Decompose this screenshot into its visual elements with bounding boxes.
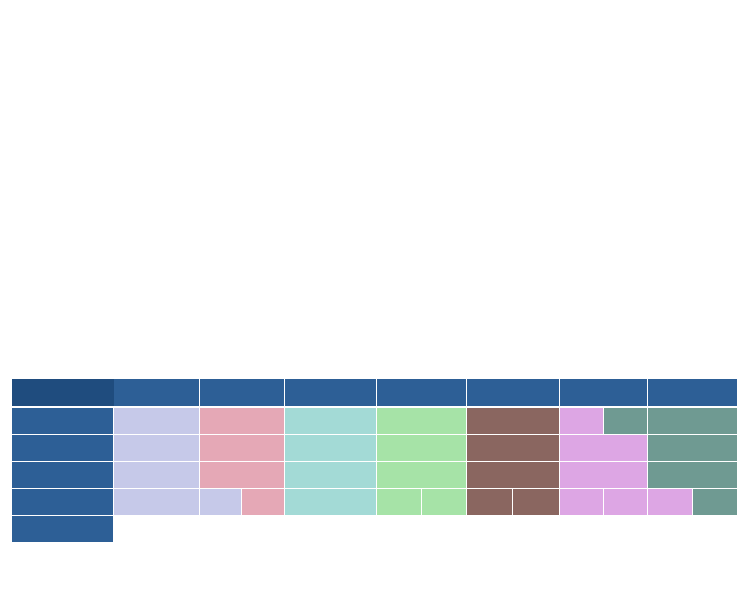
weight-col-header: [560, 379, 647, 406]
size-cell: [200, 489, 241, 515]
size-cell: [377, 489, 421, 515]
size-legend: [0, 555, 300, 595]
size-cell: [377, 462, 466, 488]
height-row-header: [12, 462, 113, 488]
height-row-header: [12, 408, 113, 434]
size-cell: [467, 408, 559, 434]
height-row-header: [12, 435, 113, 461]
size-cell: [285, 462, 376, 488]
size-cell: [114, 462, 199, 488]
grid-corner: [12, 379, 114, 406]
height-row-header: [12, 489, 113, 515]
size-cell: [513, 489, 559, 515]
size-cell: [285, 408, 376, 434]
waist-mapping-table: [316, 552, 712, 586]
size-cell: [560, 408, 603, 434]
size-cell: [604, 408, 647, 434]
size-cell: [377, 435, 466, 461]
weight-col-header: [114, 379, 199, 406]
size-cell: [377, 408, 466, 434]
weight-col-header: [467, 379, 559, 406]
size-cell: [560, 435, 647, 461]
size-cell: [422, 489, 466, 515]
height-row-header: [12, 516, 113, 542]
size-cell: [648, 408, 737, 434]
weight-col-header: [377, 379, 466, 406]
size-cell: [604, 489, 647, 515]
size-cell: [467, 462, 559, 488]
size-cell: [200, 408, 284, 434]
size-cell: [242, 489, 284, 515]
size-cell: [560, 489, 603, 515]
size-cell: [114, 408, 199, 434]
size-grid: [12, 379, 750, 543]
size-cell: [114, 489, 199, 515]
size-cell: [560, 462, 647, 488]
size-cell: [467, 489, 512, 515]
size-cell: [467, 435, 559, 461]
size-cell: [648, 435, 737, 461]
size-cell: [114, 435, 199, 461]
size-cell: [285, 435, 376, 461]
size-cell: [285, 489, 376, 515]
size-cell: [693, 489, 737, 515]
weight-col-header: [648, 379, 737, 406]
size-cell: [200, 462, 284, 488]
weight-col-header: [200, 379, 284, 406]
size-cell: [200, 435, 284, 461]
size-cell: [648, 489, 692, 515]
weight-col-header: [285, 379, 376, 406]
size-cell: [648, 462, 737, 488]
